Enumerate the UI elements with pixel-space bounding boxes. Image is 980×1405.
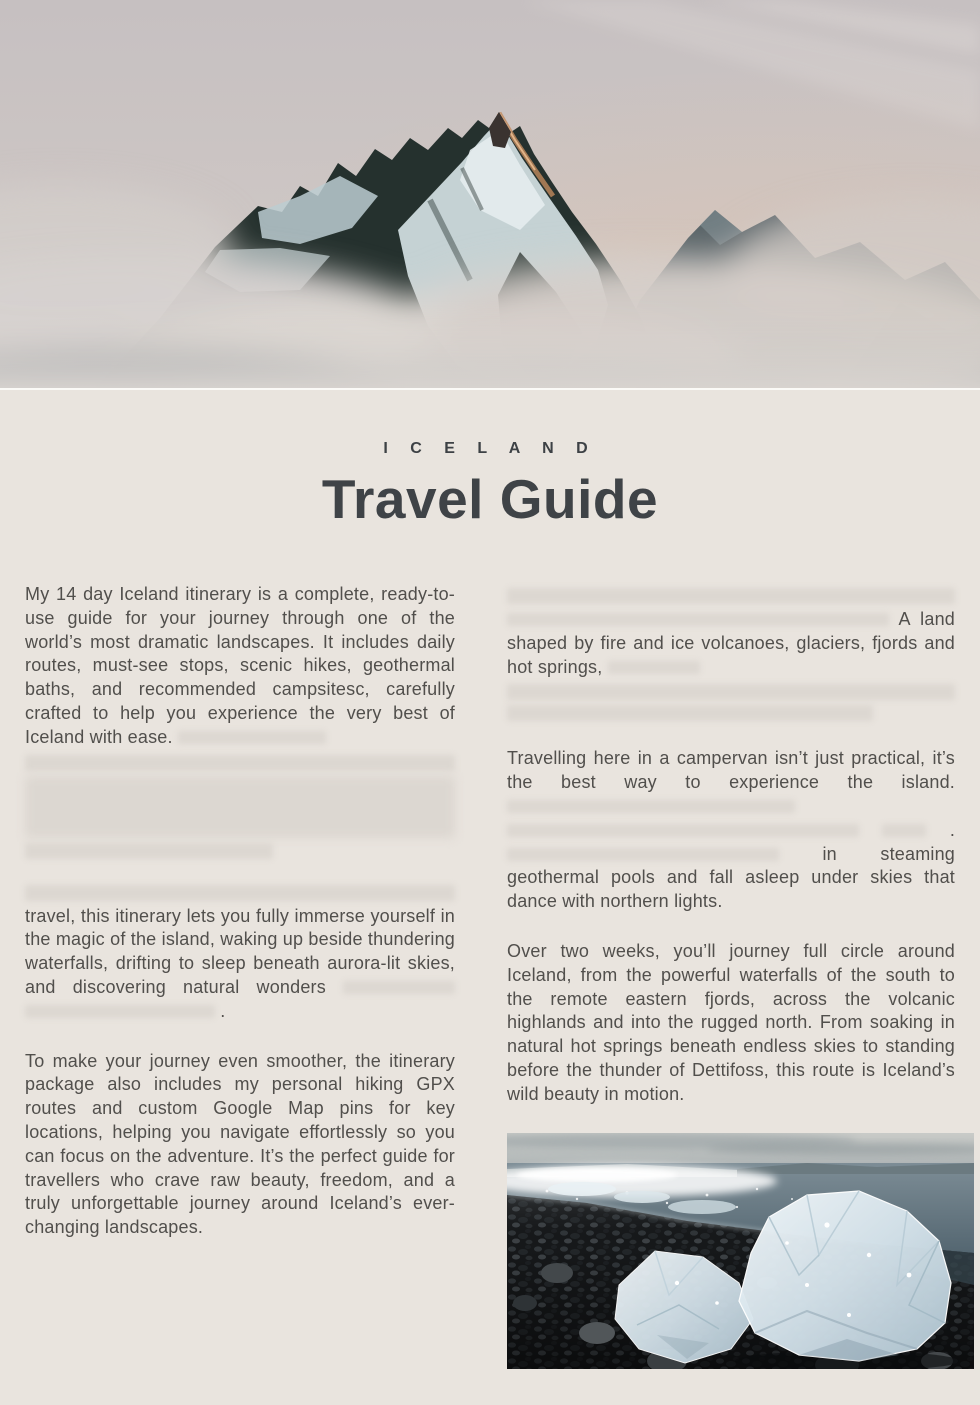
- page-title: Travel Guide: [321, 468, 659, 530]
- mountain-in-fog-image: [0, 0, 980, 388]
- paragraph: [507, 588, 955, 721]
- text-run: in steaming geothermal pools and fall asleep under skies that dance with northern lights.: [507, 843, 956, 912]
- paragraph: [25, 885, 455, 1024]
- text-run: Travelling here in a campervan isn’t just practical, it’s the best way to experience the island.: [507, 748, 955, 793]
- redacted-text: [507, 588, 955, 604]
- redacted-text: [507, 705, 873, 721]
- redacted-text: [25, 755, 455, 771]
- redacted-text: [507, 848, 779, 861]
- header-kicker: I C E L A N D: [383, 440, 597, 457]
- body-columns: [0, 583, 980, 1369]
- redacted-text: [343, 981, 455, 994]
- hero-photo: [0, 0, 980, 390]
- ice-on-black-beach-image: [507, 1133, 974, 1369]
- redacted-text: [507, 824, 859, 837]
- text-run: My 14 day Iceland itinerary is a complete, ready-to-use guide for your journey through one of the world’s most dramatic landscapes. It includes daily routes, must-see stops, scenic hikes, geothermal baths, and recommended campsitesc, carefully crafted to help you experience the very best of Iceland with ease.: [25, 584, 455, 747]
- left-column: [25, 583, 455, 1369]
- redacted-text: [507, 613, 889, 626]
- redacted-text: [507, 684, 955, 700]
- paragraph: [25, 1050, 455, 1240]
- redacted-text: [178, 731, 326, 744]
- text-run: .: [220, 1000, 226, 1021]
- paragraph: [507, 940, 955, 1107]
- paragraph: [507, 747, 955, 914]
- redacted-text: [25, 843, 273, 859]
- text-run: To make your journey even smoother, the itinerary package also includes my personal hiking GPX routes and custom Google Map pins for key locations, helping you navigate effortlessly so you can focus on the adventure. It’s the perfect guide for travellers who crave raw beauty, freedom, and a truly unforgettable journey around Iceland’s ever-changing landscapes.: [25, 1050, 455, 1238]
- text-run: Over two weeks, you’ll journey full circle around Iceland, from the powerful waterfalls of the south to the remote eastern fjords, across the volcanic highlands and into the rugged north. From soaking in natural hot springs beneath endless skies to standing before the thunder of Dettifoss, this route is Iceland’s wild beauty in motion.: [507, 940, 955, 1104]
- redacted-text: [882, 824, 926, 837]
- redacted-text: [25, 776, 455, 838]
- redacted-text: [25, 885, 455, 901]
- right-column: [507, 583, 955, 1369]
- text-run: A land shaped by fire and ice volcanoes, glaciers, fjords and hot springs,: [507, 609, 955, 677]
- redacted-text: [608, 661, 700, 674]
- beach-photo: [507, 1133, 974, 1369]
- text-run: travel, this itinerary lets you fully immerse yourself in the magic of the island, waking up beside thundering waterfalls, drifting to sleep beneath aurora-lit skies, and discovering natural wonders: [25, 905, 455, 997]
- redacted-text: [507, 800, 795, 813]
- text-run: .: [949, 819, 956, 840]
- redacted-text: [25, 1005, 215, 1018]
- paragraph: [25, 583, 455, 859]
- fog-fade: [0, 300, 980, 388]
- right-column-text: [507, 588, 955, 1107]
